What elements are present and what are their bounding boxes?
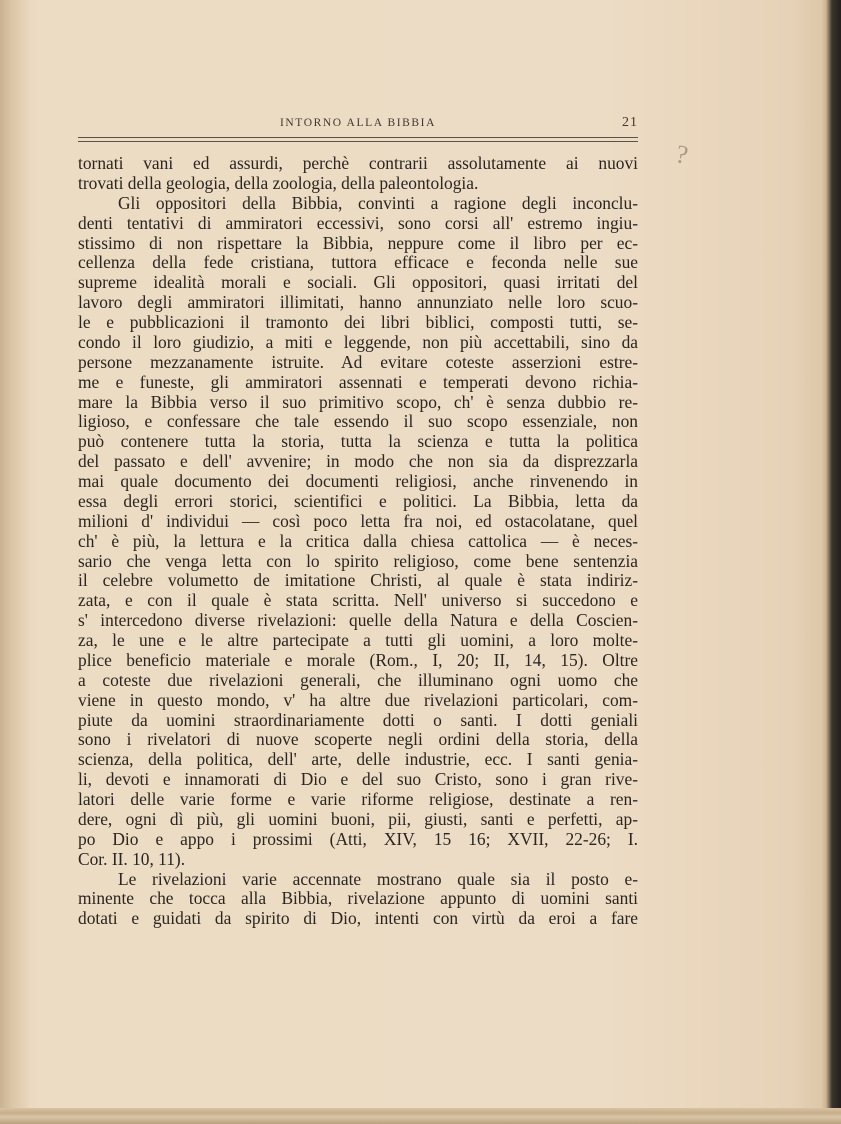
page-edge-bottom [0,1108,841,1124]
page-header [78,114,638,134]
text-line: s' intercedono diverse rivelazioni: quelle della Natura e della Coscien- [78,610,638,631]
margin-pencil-mark: ? [673,139,691,170]
text-line: scienza, della politica, dell' arte, delle industrie, ecc. I santi genia- [78,749,638,770]
body-text [78,154,638,929]
text-line: stissimo di non rispettare la Bibbia, neppure come il libro per ec- [78,232,638,253]
text-line: ch' è più, la lettura e la critica dalla chiesa cattolica — è neces- [78,530,638,551]
text-line: può contenere tutta la storia, tutta la scienza e tutta la politica [78,431,638,452]
text-line: condo il loro giudizio, a miti e leggende, non più accettabili, sino da [78,331,638,352]
page-edge-right [822,0,841,1124]
running-title: INTORNO ALLA BIBBIA [279,117,437,129]
text-line: mai quale documento dei documenti religiosi, anche rinvenendo in [78,471,638,491]
text-line: viene in questo mondo, v' ha altre due rivelazioni particolari, com- [78,689,638,710]
text-line: mare la Bibbia verso il suo primitivo scopo, ch' è senza dubbio re- [78,391,638,412]
text-line: Le rivelazioni varie accennate mostrano quale sia il posto e- [118,868,638,889]
text-line: piute da uomini straordinariamente dotti o santi. I dotti geniali [78,709,638,730]
header-rule-bottom [78,141,638,142]
text-line: plice beneficio materiale e morale (Rom., I, 20; II, 14, 15). Oltre [78,649,638,670]
text-line: sono i rivelatori di nuove scoperte negli ordini della storia, della [78,729,638,750]
text-line: zata, e con il quale è stata scritta. Nell' universo si succedono e [78,590,638,611]
text-line: dotati e guidati da spirito di Dio, intenti con virtù da eroi a fare [78,908,638,929]
text-line: Gli oppositori della Bibbia, convinti a ragione degli inconclu- [118,192,638,213]
text-line: li, devoti e innamorati di Dio e del suo Cristo, sono i gran rive- [78,769,638,790]
text-line: za, le une e le altre partecipate a tutti gli uomini, a loro molte- [78,630,638,650]
text-line: ligioso, e confessare che tale essendo il suo scopo essenziale, non [78,411,638,432]
text-line: persone mezzanamente istruite. Ad evitare coteste asserzioni estre- [78,351,638,372]
text-line: le e pubblicazioni il tramonto dei libri biblici, composti tutti, se- [78,312,638,332]
text-line: milioni d' individui — così poco letta fra noi, ed ostacolatane, quel [78,510,638,531]
text-line: del passato e dell' avvenire; in modo che non sia da disprezzarla [78,451,638,472]
text-line: lavoro degli ammiratori illimitati, hanno annunziato nelle loro scuo- [78,292,638,313]
page-number: 21 [622,115,638,130]
text-line: dere, ogni dì più, gli uomini buoni, pii, giusti, santi e perfetti, ap- [78,808,638,829]
text-line: cellenza della fede cristiana, tuttora efficace e feconda nelle sue [78,252,638,273]
text-line: essa degli errori storici, scientifici e politici. La Bibbia, letta da [78,490,638,511]
text-line: latori delle varie forme e varie riforme religiose, destinate a ren- [78,789,638,809]
text-line: il celebre volumetto de imitatione Christi, al quale è stata indiriz- [78,570,638,591]
text-line: tornati vani ed assurdi, perchè contrarii assolutamente ai nuovi [78,153,638,173]
text-line: minente che tocca alla Bibbia, rivelazione appunto di uomini santi [78,888,638,909]
text-line: denti tentativi di ammiratori eccessivi, sono corsi all' estremo ingiu- [78,212,638,233]
text-line: me e funeste, gli ammiratori assennati e temperati devono richia- [78,371,638,392]
text-line: po Dio e appo i prossimi (Atti, XIV, 15 16; XVII, 22-26; I. [78,828,638,849]
text-line: sario che venga letta con lo spirito religioso, come bene sentenzia [78,550,638,571]
text-line: trovati della geologia, della zoologia, della paleontologia. [78,172,479,193]
page-gutter-shadow [0,0,30,1116]
text-line: a coteste due rivelazioni generali, che illuminano ogni uomo che [78,669,638,690]
text-line: Cor. II. 10, 11). [78,848,186,869]
text-line: supreme idealità morali e sociali. Gli oppositori, quasi irritati del [78,272,638,293]
header-rule-top [78,137,638,138]
